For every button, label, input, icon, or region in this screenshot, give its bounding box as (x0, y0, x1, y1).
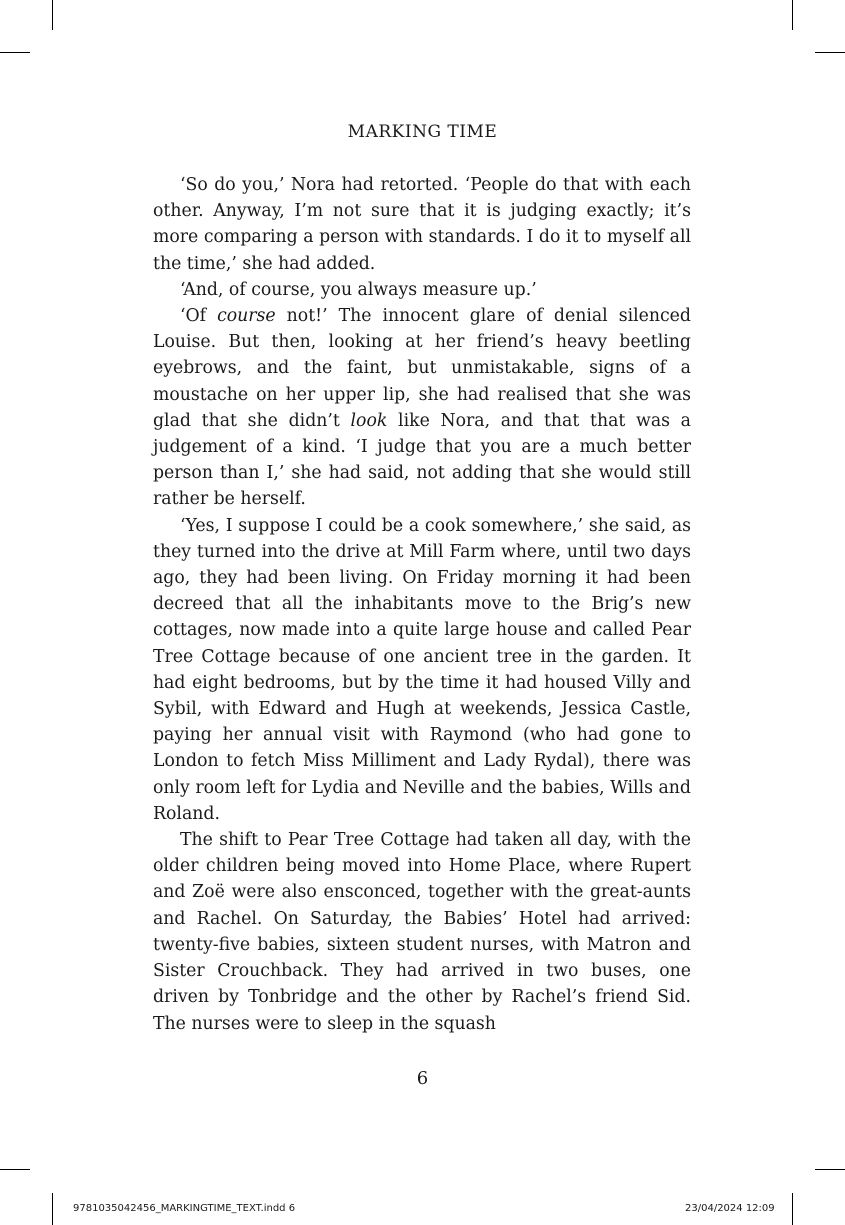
page-number: 6 (416, 1068, 429, 1089)
body-text (153, 172, 691, 1037)
crop-mark-top-right (792, 0, 793, 30)
text-run: not!’ The innocent glare of denial silenced Louise. But then, looking at her friend’s heavy beetling eyebrows, and the faint, but unmistakable, signs of a moustache on her upper lip, she had realised that she was glad that she didn’t (153, 306, 691, 431)
crop-mark-top-left (52, 0, 53, 30)
emphasis: course (217, 306, 276, 327)
slug-filename: 9781035042456_MARKINGTIME_TEXT.indd 6 (73, 1203, 296, 1214)
paragraph: ‘And, of course, you always measure up.’ (180, 279, 537, 300)
crop-mark-left-bottom (0, 1169, 30, 1170)
paragraph: The shift to Pear Tree Cottage had taken all day, with the older children being moved into Home Place, where Rupert and Zoë were also ensconced, together with the great-aunts and Rachel. On Saturday, the Babies’ Hotel had arrived: twenty-five babies, sixteen student nurses, with Matron and Sister Crouchback. They had arrived in two buses, one driven by Tonbridge and the other by Rachel’s friend Sid. The nurses were to sleep in the squash (153, 830, 691, 1034)
crop-mark-right-top (815, 52, 845, 53)
paragraph: ‘So do you,’ Nora had retorted. ‘People do that with each other. Anyway, I’m not sure that it is judging exactly; it’s more comparing a person with standards. I do it to myself all the time,’ she had added. (153, 175, 691, 274)
crop-mark-bottom-right (792, 1193, 793, 1225)
paragraph (153, 303, 691, 513)
emphasis: look (350, 410, 388, 431)
slug-datetime: 23/04/2024 12:09 (685, 1203, 775, 1214)
crop-mark-right-bottom (815, 1169, 845, 1170)
crop-mark-left-top (0, 52, 30, 53)
running-head: MARKING TIME (347, 122, 498, 142)
text-run: like Nora, and that that was a judgement of a kind. ‘I judge that you are a much better person than I,’ she had said, not adding that she would still rather be herself. (153, 410, 691, 510)
text-run: ‘Of (180, 306, 218, 327)
paragraph: ‘Yes, I suppose I could be a cook somewhere,’ she said, as they turned into the drive at Mill Farm where, until two days ago, they had been living. On Friday morning it had been decreed that all the inhabitants move to the Brig’s new cottages, now made into a quite large house and called Pear Tree Cottage because of one ancient tree in the garden. It had eight bedrooms, but by the time it had housed Villy and Sybil, with Edward and Hugh at weekends, Jessica Castle, paying her annual visit with Raymond (who had gone to London to fetch Miss Milliment and Lady Rydal), there was only room left for Lydia and Neville and the babies, Wills and Roland. (153, 515, 691, 824)
crop-mark-bottom-left (52, 1193, 53, 1225)
